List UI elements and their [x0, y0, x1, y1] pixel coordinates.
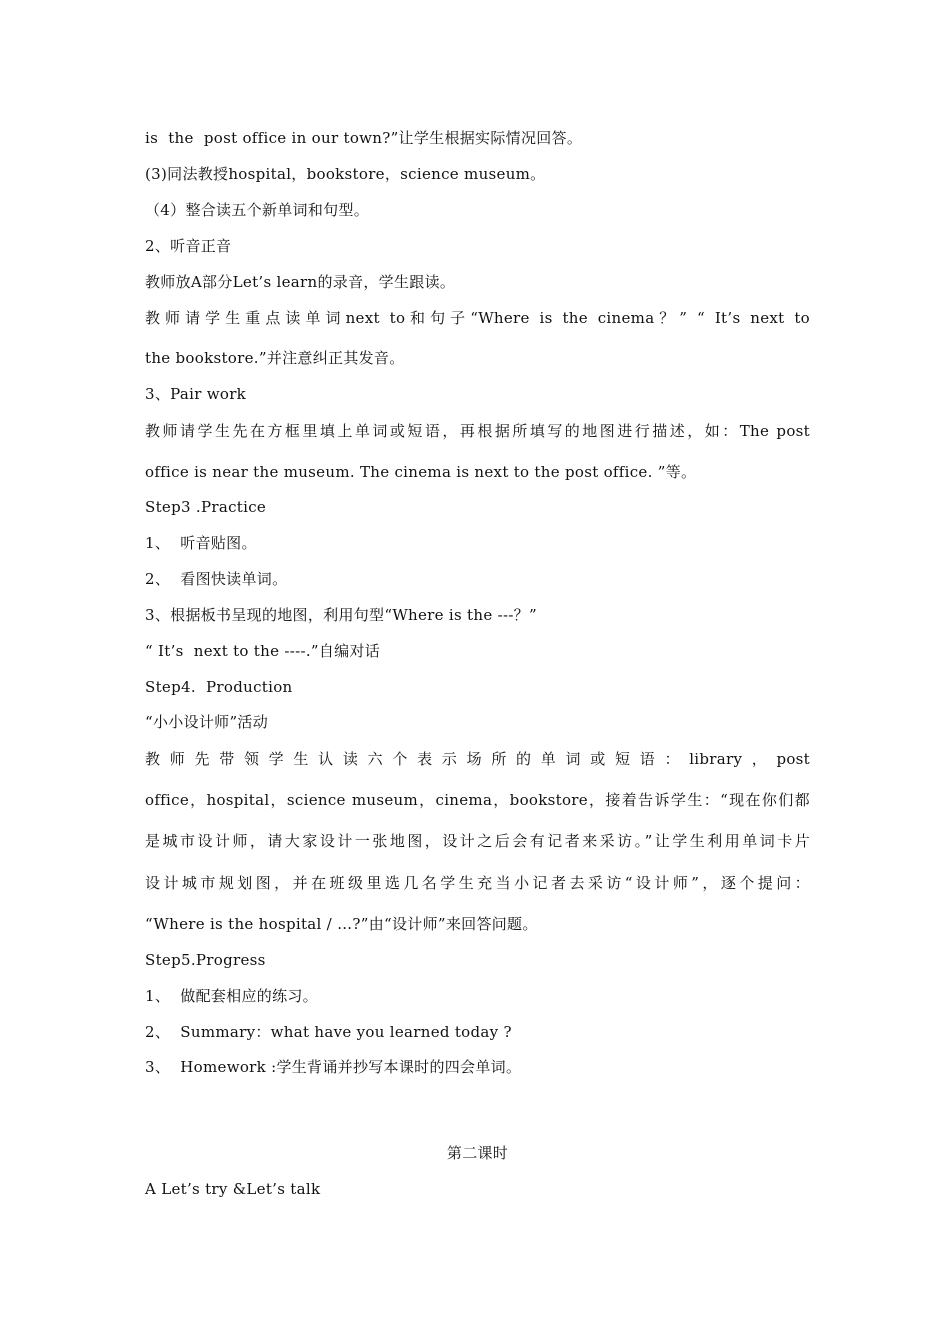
paragraph-line: Step3 .Practice [145, 498, 267, 516]
paragraph-line: 3、根据板书呈现的地图，利用句型“Where is the ---？” [145, 606, 537, 624]
paragraph-line: 1、 做配套相应的练习。 [145, 987, 318, 1005]
paragraph-line: 1、 听音贴图。 [145, 534, 257, 552]
paragraph-line: the bookstore.”并注意纠正其发音。 [145, 349, 405, 367]
paragraph-line: 3、 Homework :学生背诵并抄写本课时的四会单词。 [145, 1058, 522, 1076]
paragraph-line: 设计城市规划图，并在班级里选几名学生充当小记者去采访“设计师”，逐个提问： [145, 874, 810, 892]
paragraph-line: Step5.Progress [145, 951, 266, 969]
paragraph-line: （4）整合读五个新单词和句型。 [145, 201, 370, 219]
paragraph-line: office，hospital，science museum，cinema，bookstore，接着告诉学生：“现在你们都 [145, 791, 810, 809]
paragraph-line: “小小设计师”活动 [145, 713, 269, 731]
paragraph-line: 教师先带领学生认读六个表示场所的单词或短语：library，post [145, 750, 810, 768]
paragraph-line: 教师请学生重点读单词next to和句子“Where is the cinema？” “ It’s next to [145, 309, 810, 327]
paragraph-line: 2、 看图快读单词。 [145, 570, 288, 588]
paragraph-line: Step4. Production [145, 678, 293, 696]
paragraph-line: 3、Pair work [145, 385, 247, 403]
paragraph-line: is the post office in our town?”让学生根据实际情况回答。 [145, 129, 583, 147]
paragraph-line: 2、 Summary：what have you learned today ? [145, 1023, 512, 1041]
paragraph-line: 教师请学生先在方框里填上单词或短语，再根据所填写的地图进行描述，如：The post [145, 422, 810, 440]
paragraph-line: office is near the museum. The cinema is next to the post office. ”等。 [145, 463, 697, 481]
paragraph-line: 2、听音正音 [145, 237, 232, 255]
paragraph-line: 教师放A部分Let’s learn的录音，学生跟读。 [145, 273, 456, 291]
paragraph-line: “ It’s next to the ----.”自编对话 [145, 642, 381, 660]
paragraph-line: “Where is the hospital / …?”由“设计师”来回答问题。 [145, 915, 538, 933]
lesson-title: 第二课时 [446, 1144, 509, 1162]
paragraph-line: (3)同法教授hospital，bookstore，science museum。 [145, 165, 546, 183]
paragraph-line: 是城市设计师，请大家设计一张地图，设计之后会有记者来采访。”让学生利用单词卡片 [145, 832, 810, 850]
section-heading: A Let’s try &Let’s talk [145, 1180, 321, 1198]
